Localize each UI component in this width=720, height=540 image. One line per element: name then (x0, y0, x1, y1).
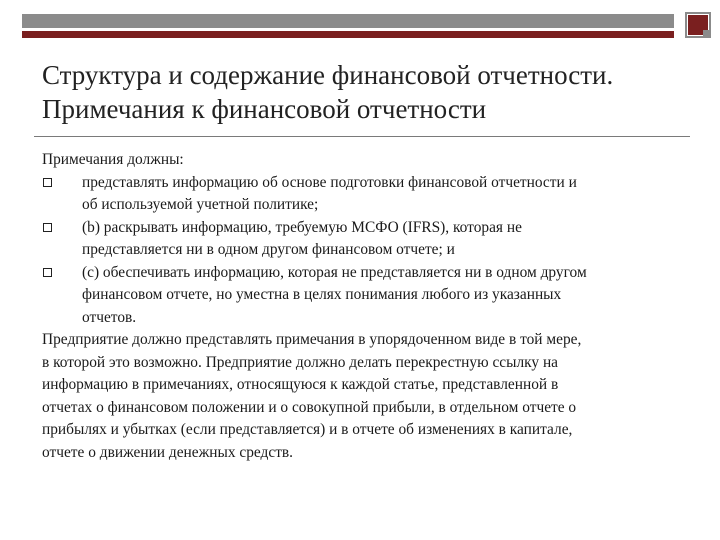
slide-title (42, 58, 682, 126)
bullet-line: представлять информацию об основе подготовки финансовой отчетности и (82, 173, 577, 191)
corner-square-notch (703, 30, 711, 38)
bullet-text (82, 262, 682, 330)
bullet-item-3 (42, 262, 682, 330)
bullet-line: представляется ни в одном другом финансовом отчете; и (82, 241, 455, 258)
corner-square-ornament (685, 12, 711, 38)
paragraph-line: прибылях и убытках (если представляется) и в отчете об изменениях в капитале, (42, 421, 573, 438)
bullet-line: (b) раскрывать информацию, требуемую МСФО (IFRS), которая не (82, 218, 522, 236)
bullet-text (82, 217, 682, 262)
header-gray-band (22, 14, 674, 28)
intro-text: Примечания должны: (42, 151, 184, 168)
slide-title-line-2: Примечания к финансовой отчетности (42, 94, 487, 124)
slide-title-line-1: Структура и содержание финансовой отчетности. (42, 60, 614, 90)
bullet-line: финансовом отчете, но уместна в целях понимания любого из указанных (82, 286, 562, 303)
slide-body (42, 149, 682, 464)
bullet-text (82, 172, 682, 217)
paragraph-line: Предприятие должно представлять примечания в упорядоченном виде в той мере, (42, 331, 582, 348)
hollow-square-icon (43, 223, 52, 232)
title-divider (34, 136, 690, 137)
paragraph-line: отчете о движении денежных средств. (42, 443, 294, 461)
header-maroon-rule (22, 31, 674, 38)
bullet-line: отчетов. (82, 308, 137, 326)
bullet-line: об используемой учетной политике; (82, 196, 319, 213)
paragraph-line: в которой это возможно. Предприятие должно делать перекрестную ссылку на (42, 353, 559, 371)
bullet-list (42, 172, 682, 330)
paragraph-line: отчетах о финансовом положении и о совокупной прибыли, в отдельном отчете о (42, 398, 577, 416)
hollow-square-icon (43, 268, 52, 277)
bullet-item-2 (42, 217, 682, 262)
bullet-item-1 (42, 172, 682, 217)
hollow-square-icon (43, 178, 52, 187)
bullet-line: (c) обеспечивать информацию, которая не представляется ни в одном другом (82, 263, 587, 281)
paragraph-line: информацию в примечаниях, относящуюся к каждой статье, представленной в (42, 376, 559, 393)
notes-paragraph (42, 329, 682, 464)
